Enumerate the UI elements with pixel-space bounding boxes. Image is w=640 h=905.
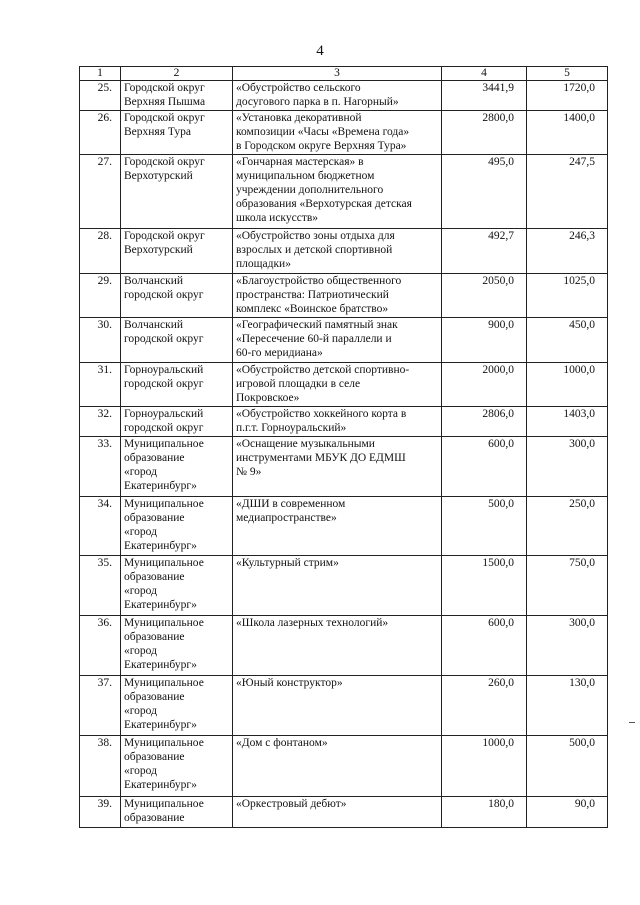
municipality-line: Верхотурский bbox=[124, 244, 193, 256]
row-number: 25. bbox=[80, 81, 121, 111]
header-col-5: 5 bbox=[527, 67, 608, 81]
amount-total: 180,0 bbox=[442, 797, 527, 828]
amount-total: 1000,0 bbox=[442, 736, 527, 797]
amount-total: 492,7 bbox=[442, 229, 527, 274]
municipality-line: Екатеринбург» bbox=[124, 659, 197, 671]
municipality-line: городской округ bbox=[124, 378, 204, 390]
municipality-line: городской округ bbox=[124, 422, 204, 434]
municipality-cell bbox=[121, 407, 233, 437]
table-row bbox=[80, 736, 608, 797]
municipality-line: «город bbox=[124, 585, 157, 597]
municipality-line: Муниципальное bbox=[124, 737, 204, 749]
municipality-line: Муниципальное bbox=[124, 438, 204, 450]
project-line: «Обустройство сельского bbox=[236, 82, 361, 94]
page-number: 4 bbox=[316, 43, 324, 59]
project-line: образования «Верхотурская детская bbox=[236, 198, 412, 210]
amount-subsidy: 130,0 bbox=[527, 676, 608, 736]
table-row bbox=[80, 797, 608, 828]
header-row bbox=[80, 67, 608, 81]
table-row bbox=[80, 407, 608, 437]
project-line: 60-го меридиана» bbox=[236, 347, 323, 359]
project-line: «ДШИ в современном bbox=[236, 498, 346, 510]
municipality-cell bbox=[121, 229, 233, 274]
amount-total: 1500,0 bbox=[442, 556, 527, 616]
project-cell bbox=[233, 407, 442, 437]
project-cell bbox=[233, 318, 442, 363]
amount-subsidy: 500,0 bbox=[527, 736, 608, 797]
table-row bbox=[80, 616, 608, 676]
row-number: 33. bbox=[80, 437, 121, 497]
amount-total: 2000,0 bbox=[442, 363, 527, 407]
project-cell bbox=[233, 111, 442, 155]
municipality-cell bbox=[121, 274, 233, 318]
municipality-line: городской округ bbox=[124, 333, 204, 345]
project-cell bbox=[233, 797, 442, 828]
header-col-2: 2 bbox=[121, 67, 233, 81]
municipality-cell bbox=[121, 676, 233, 736]
margin-mark bbox=[629, 722, 635, 723]
project-cell bbox=[233, 363, 442, 407]
municipality-line: образование bbox=[124, 512, 185, 524]
municipality-line: Горноуральский bbox=[124, 408, 204, 420]
project-line: школа искусств» bbox=[236, 212, 319, 224]
project-cell bbox=[233, 616, 442, 676]
municipality-line: Екатеринбург» bbox=[124, 779, 197, 791]
project-line: «Обустройство зоны отдыха для bbox=[236, 230, 395, 242]
municipality-cell bbox=[121, 497, 233, 556]
row-number: 38. bbox=[80, 736, 121, 797]
row-number: 30. bbox=[80, 318, 121, 363]
municipality-line: Верхотурский bbox=[124, 170, 193, 182]
project-line: «Благоустройство общественного bbox=[236, 275, 402, 287]
amount-total: 495,0 bbox=[442, 155, 527, 229]
municipality-line: Екатеринбург» bbox=[124, 480, 197, 492]
header-col-1: 1 bbox=[80, 67, 121, 81]
municipality-cell bbox=[121, 736, 233, 797]
municipality-line: «город bbox=[124, 765, 157, 777]
municipality-line: Городской округ bbox=[124, 230, 205, 242]
table-row bbox=[80, 676, 608, 736]
project-line: пространства: Патриотический bbox=[236, 289, 389, 301]
project-line: «Географический памятный знак bbox=[236, 319, 398, 331]
project-line: композиции «Часы «Времена года» bbox=[236, 126, 410, 138]
amount-subsidy: 450,0 bbox=[527, 318, 608, 363]
row-number: 32. bbox=[80, 407, 121, 437]
project-line: инструментами МБУК ДО ЕДМШ bbox=[236, 452, 406, 464]
project-line: «Школа лазерных технологий» bbox=[236, 617, 389, 629]
project-line: № 9» bbox=[236, 466, 262, 478]
amount-subsidy: 1000,0 bbox=[527, 363, 608, 407]
municipality-line: «город bbox=[124, 645, 157, 657]
municipality-line: Муниципальное bbox=[124, 557, 204, 569]
municipality-line: Городской округ bbox=[124, 82, 205, 94]
municipality-line: образование bbox=[124, 631, 185, 643]
amount-subsidy: 1403,0 bbox=[527, 407, 608, 437]
municipality-cell bbox=[121, 797, 233, 828]
amount-total: 600,0 bbox=[442, 616, 527, 676]
municipality-line: Муниципальное bbox=[124, 798, 204, 810]
municipality-cell bbox=[121, 318, 233, 363]
municipality-line: образование bbox=[124, 452, 185, 464]
row-number: 31. bbox=[80, 363, 121, 407]
municipality-line: Верхняя Тура bbox=[124, 126, 191, 138]
project-line: п.г.т. Горноуральский» bbox=[236, 422, 347, 434]
municipality-line: Екатеринбург» bbox=[124, 719, 197, 731]
header-col-3: 3 bbox=[233, 67, 442, 81]
table-row bbox=[80, 229, 608, 274]
municipality-line: Муниципальное bbox=[124, 677, 204, 689]
municipality-line: Муниципальное bbox=[124, 617, 204, 629]
project-cell bbox=[233, 736, 442, 797]
amount-subsidy: 750,0 bbox=[527, 556, 608, 616]
table-row bbox=[80, 437, 608, 497]
project-line: в Городском округе Верхняя Тура» bbox=[236, 140, 407, 152]
project-cell bbox=[233, 274, 442, 318]
row-number: 36. bbox=[80, 616, 121, 676]
municipality-line: городской округ bbox=[124, 289, 204, 301]
municipality-line: «город bbox=[124, 466, 157, 478]
municipality-line: «город bbox=[124, 705, 157, 717]
project-line: «Установка декоративной bbox=[236, 112, 362, 124]
municipality-cell bbox=[121, 111, 233, 155]
municipality-line: образование bbox=[124, 812, 185, 824]
project-cell bbox=[233, 437, 442, 497]
table-row bbox=[80, 155, 608, 229]
amount-total: 3441,9 bbox=[442, 81, 527, 111]
allocation-table bbox=[79, 66, 608, 828]
amount-subsidy: 300,0 bbox=[527, 616, 608, 676]
project-cell bbox=[233, 229, 442, 274]
table-row bbox=[80, 81, 608, 111]
municipality-line: «город bbox=[124, 526, 157, 538]
project-line: учреждении дополнительного bbox=[236, 184, 384, 196]
project-line: площадки» bbox=[236, 258, 291, 270]
table-header bbox=[80, 67, 608, 81]
municipality-cell bbox=[121, 437, 233, 497]
amount-subsidy: 1400,0 bbox=[527, 111, 608, 155]
project-cell bbox=[233, 155, 442, 229]
municipality-line: Горноуральский bbox=[124, 364, 204, 376]
amount-total: 2050,0 bbox=[442, 274, 527, 318]
amount-subsidy: 90,0 bbox=[527, 797, 608, 828]
row-number: 26. bbox=[80, 111, 121, 155]
row-number: 27. bbox=[80, 155, 121, 229]
municipality-cell bbox=[121, 81, 233, 111]
amount-subsidy: 250,0 bbox=[527, 497, 608, 556]
municipality-cell bbox=[121, 363, 233, 407]
table-row bbox=[80, 318, 608, 363]
municipality-line: Муниципальное bbox=[124, 498, 204, 510]
municipality-line: Городской округ bbox=[124, 112, 205, 124]
amount-subsidy: 1025,0 bbox=[527, 274, 608, 318]
amount-subsidy: 247,5 bbox=[527, 155, 608, 229]
project-cell bbox=[233, 497, 442, 556]
amount-subsidy: 300,0 bbox=[527, 437, 608, 497]
project-line: комплекс «Воинское братство» bbox=[236, 303, 389, 315]
table-body bbox=[80, 81, 608, 828]
row-number: 35. bbox=[80, 556, 121, 616]
project-line: «Пересечение 60-й параллели и bbox=[236, 333, 392, 345]
amount-total: 900,0 bbox=[442, 318, 527, 363]
amount-subsidy: 246,3 bbox=[527, 229, 608, 274]
table-row bbox=[80, 111, 608, 155]
project-cell bbox=[233, 556, 442, 616]
municipality-line: Екатеринбург» bbox=[124, 599, 197, 611]
row-number: 28. bbox=[80, 229, 121, 274]
municipality-cell bbox=[121, 616, 233, 676]
project-line: досугового парка в п. Нагорный» bbox=[236, 96, 399, 108]
project-cell bbox=[233, 81, 442, 111]
project-line: «Юный конструктор» bbox=[236, 677, 343, 689]
table-row bbox=[80, 556, 608, 616]
municipality-line: Волчанский bbox=[124, 319, 184, 331]
header-col-4: 4 bbox=[442, 67, 527, 81]
municipality-line: Верхняя Пышма bbox=[124, 96, 206, 108]
amount-total: 2800,0 bbox=[442, 111, 527, 155]
project-cell bbox=[233, 676, 442, 736]
project-line: «Культурный стрим» bbox=[236, 557, 339, 569]
project-line: «Дом с фонтаном» bbox=[236, 737, 328, 749]
project-line: «Оснащение музыкальными bbox=[236, 438, 375, 450]
project-line: взрослых и детской спортивной bbox=[236, 244, 393, 256]
municipality-line: образование bbox=[124, 751, 185, 763]
municipality-line: Екатеринбург» bbox=[124, 540, 197, 552]
municipality-cell bbox=[121, 155, 233, 229]
row-number: 37. bbox=[80, 676, 121, 736]
table-row bbox=[80, 274, 608, 318]
municipality-line: образование bbox=[124, 691, 185, 703]
municipality-line: Волчанский bbox=[124, 275, 184, 287]
project-line: «Гончарная мастерская» в bbox=[236, 156, 364, 168]
project-line: муниципальном бюджетном bbox=[236, 170, 375, 182]
table-row bbox=[80, 363, 608, 407]
project-line: «Обустройство детской спортивно- bbox=[236, 364, 410, 376]
amount-subsidy: 1720,0 bbox=[527, 81, 608, 111]
table-row bbox=[80, 497, 608, 556]
row-number: 39. bbox=[80, 797, 121, 828]
amount-total: 2806,0 bbox=[442, 407, 527, 437]
row-number: 34. bbox=[80, 497, 121, 556]
project-line: игровой площадки в селе bbox=[236, 378, 361, 390]
municipality-line: Городской округ bbox=[124, 156, 205, 168]
municipality-cell bbox=[121, 556, 233, 616]
project-line: медиапространстве» bbox=[236, 512, 337, 524]
amount-total: 500,0 bbox=[442, 497, 527, 556]
municipality-line: образование bbox=[124, 571, 185, 583]
project-line: «Оркестровый дебют» bbox=[236, 798, 347, 810]
amount-total: 600,0 bbox=[442, 437, 527, 497]
amount-total: 260,0 bbox=[442, 676, 527, 736]
row-number: 29. bbox=[80, 274, 121, 318]
project-line: «Обустройство хоккейного корта в bbox=[236, 408, 407, 420]
project-line: Покровское» bbox=[236, 392, 300, 404]
